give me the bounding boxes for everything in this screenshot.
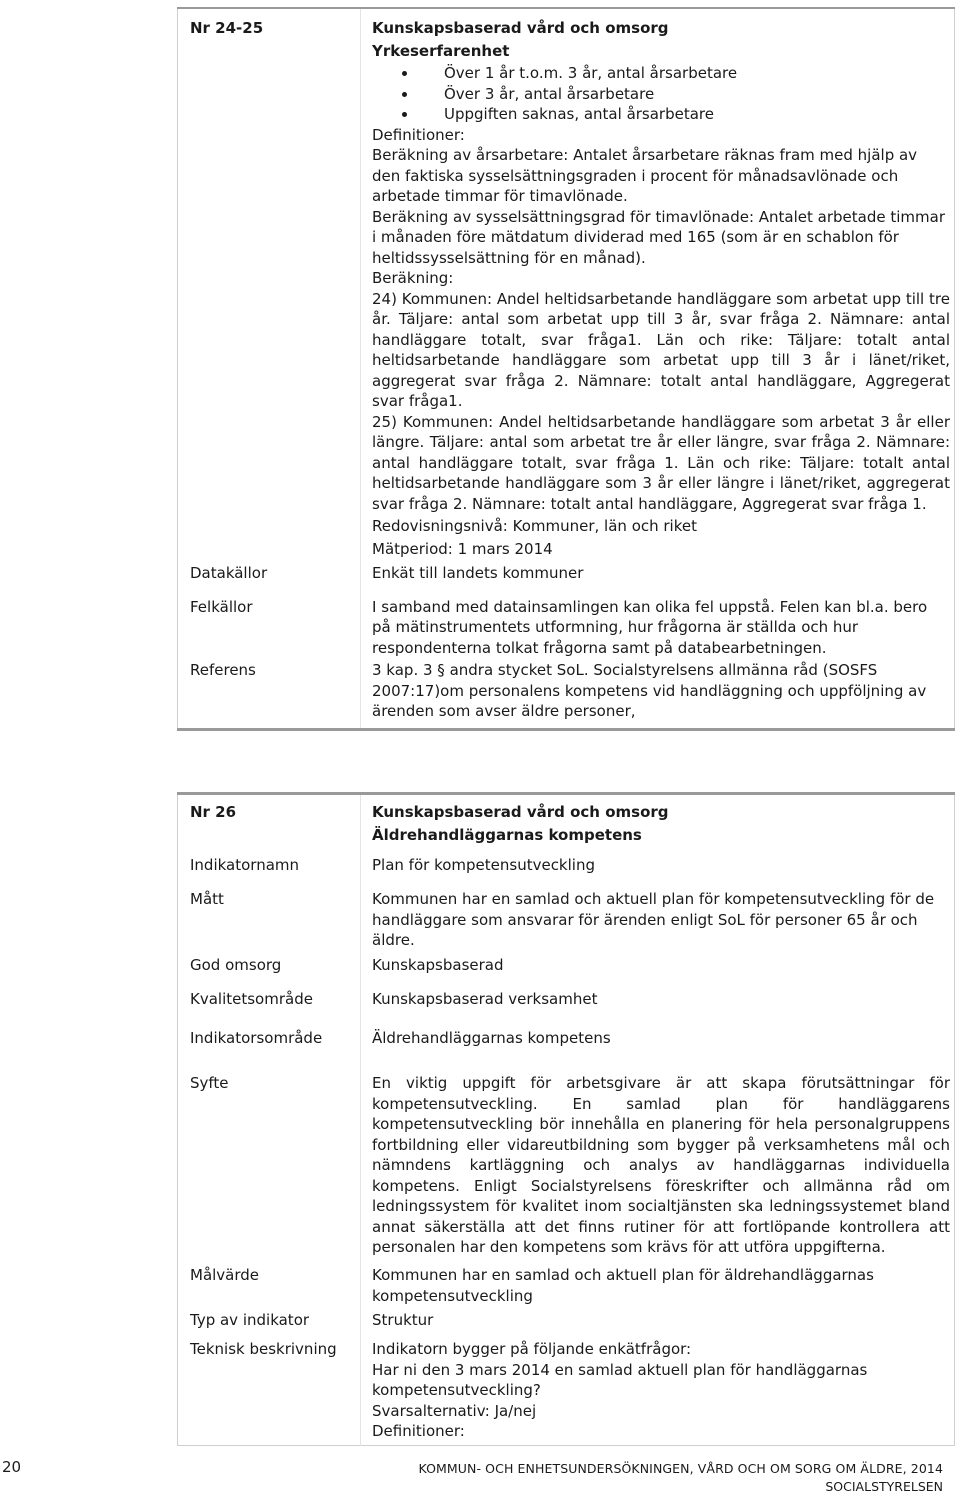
indicator-subheading: Yrkeserfarenhet: [372, 42, 510, 60]
row-value: Enkät till landets kommuner: [372, 564, 584, 582]
bullet-icon: [402, 92, 407, 97]
row-value: Kunskapsbaserad: [372, 955, 504, 974]
indicator-number: Nr 26: [178, 794, 361, 855]
indicator-number: Nr 24-25: [178, 8, 361, 63]
list-item: Över 3 år, antal årsarbetare: [402, 84, 950, 105]
bullet-list: [372, 63, 950, 125]
page-number: 20: [2, 1458, 22, 1476]
indicator-subheading: Äldrehandläggarnas kompetens: [372, 826, 642, 844]
row-value: Äldrehandläggarnas kompetens: [372, 1029, 611, 1048]
indicator-heading: Kunskapsbaserad vård och omsorg: [372, 19, 669, 37]
row-label: Datakällor: [178, 561, 361, 597]
bullet-icon: [402, 71, 407, 76]
definitions-label: Definitioner:: [372, 125, 465, 144]
calculation-text: 25) Kommunen: Andel heltidsarbetande handläggare som arbetat 3 år eller längre. Täljare: antal som arbetat tre år eller längre, svar fråga 2. Nämnare: antal handläggare totalt, svar fråga 1. Län och rike: Täljare: totalt antal heltidsarbetande handläggare som 3 år eller längre i länet/riket, aggregerat svar fråga 2. Nämnare: totalt antal handläggare, Aggregerat svar fråga 1.: [372, 412, 950, 513]
row-label: Felkällor: [178, 597, 361, 661]
row-value: Plan för kompetensutveckling: [372, 855, 595, 874]
description-cell: [361, 63, 955, 561]
row-label: Typ av indikator: [178, 1310, 361, 1339]
definition-text: Beräkning av årsarbetare: Antalet årsarbetare räknas fram med hjälp av den faktiska sysselsättningsgraden i procent för månadsavlönade och arbetade timmar för timavlönade.: [372, 146, 918, 205]
row-label: God omsorg: [178, 955, 361, 990]
calculation-label: Beräkning:: [372, 269, 454, 287]
row-value: Kommunen har en samlad och aktuell plan för kompetensutveckling för de handläggare som ansvarar för ärenden enligt SoL för personer 65 år och äldre.: [372, 890, 935, 950]
calculation-text: 24) Kommunen: Andel heltidsarbetande handläggare som arbetat upp till tre år. Täljare: antal som arbetat upp till 3 år, svar fråga 2. Nämnare: antal handläggare totalt, svar fråga1. Län och rike: Täljare: totalt antal heltidsarbetande handläggare som arbetat upp till 3 år i länet/riket, aggregerat svar fråga 2. Nämnare: totalt antal handläggare, Aggregerat svar fråga1.: [372, 289, 950, 410]
row-value: 3 kap. 3 § andra stycket SoL. Socialstyrelsens allmänna råd (SOSFS 2007:17)om personalens kompetens vid handläggning och uppföljning av ärenden som avser äldre personer,: [372, 661, 927, 720]
measurement-period: Mätperiod: 1 mars 2014: [372, 539, 553, 558]
row-label: Teknisk beskrivning: [178, 1339, 361, 1445]
reporting-level: Redovisningsnivå: Kommuner, län och riket: [372, 517, 697, 535]
list-item: Över 1 år t.o.m. 3 år, antal årsarbetare: [402, 63, 950, 84]
indicator-heading: Kunskapsbaserad vård och omsorg: [372, 803, 669, 821]
row-value: Kommunen har en samlad och aktuell plan för äldrehandläggarnas kompetensutveckling: [372, 1266, 874, 1305]
definition-text: Beräkning av sysselsättningsgrad för timavlönade: Antalet arbetade timmar i månaden före mätdatum dividerad med 165 (som är en schablon för heltidssysselsättning för en månad).: [372, 207, 946, 267]
row-value: Kunskapsbaserad verksamhet: [372, 990, 598, 1009]
row-label: Syfte: [178, 1073, 361, 1265]
bullet-icon: [402, 112, 407, 117]
row-value: Struktur: [372, 1310, 434, 1329]
row-label: Målvärde: [178, 1265, 361, 1309]
indicator-table-26: [177, 792, 955, 1446]
row-value: En viktig uppgift för arbetsgivare är att skapa förutsättningar för kompetensutveckling. En samlad plan för handläggarens kompetensutveckling bör innehålla en planering för hela personalgruppens fortbildning eller vidareutbildning som bygger på verksamhetens mål och nämndens kartläggning och analys av handläggarnas individuella kompetens. Enligt Socialstyrelsens föreskrifter och allmänna råd om ledningssystem för kvalitet inom socialtjänsten ska ledningssystemet bland annat säkerställa att det finns rutiner för att fortlöpande kontrollera att personalen har den kompetens som krävs för att utföra uppgifterna.: [372, 1074, 950, 1257]
row-label: Indikatorsområde: [178, 1028, 361, 1073]
indicator-table-24-25: [177, 7, 955, 731]
technical-text: Svarsalternativ: Ja/nej: [372, 1401, 537, 1420]
row-label: Indikatornamn: [178, 855, 361, 890]
footer-title: KOMMUN- OCH ENHETSUNDERSÖKNINGEN, VÅRD OCH OM SORG OM ÄLDRE, 2014: [418, 1461, 943, 1476]
list-item: Uppgiften saknas, antal årsarbetare: [402, 104, 950, 125]
row-value: I samband med datainsamlingen kan olika fel uppstå. Felen kan bl.a. bero på mätinstrumentets utformning, hur frågorna är ställda och hur respondenterna tolkat frågorna samt på databearbetningen.: [372, 597, 928, 657]
row-label: Referens: [178, 660, 361, 729]
technical-text: Definitioner:: [372, 1422, 465, 1441]
technical-text: Har ni den 3 mars 2014 en samlad aktuell plan för handläggarnas kompetensutveckling?: [372, 1360, 868, 1400]
technical-text: Indikatorn bygger på följande enkätfrågor:: [372, 1340, 692, 1359]
row-value: [361, 1339, 955, 1445]
row-label: Kvalitetsområde: [178, 989, 361, 1028]
row-label: Mått: [178, 889, 361, 955]
footer-organization: SOCIALSTYRELSEN: [825, 1479, 943, 1494]
